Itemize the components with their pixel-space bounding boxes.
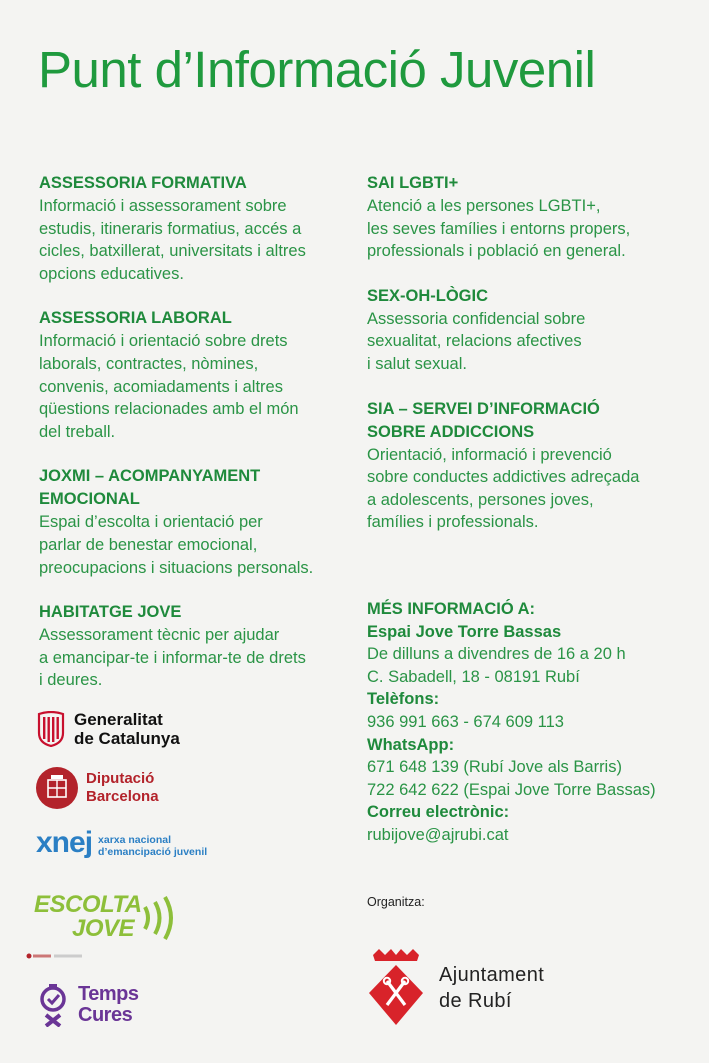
section-body: Orientació, informació i prevenció sobre conductes addictives adreçada a adolescents, persones joves, famílies i professionals. [367, 445, 640, 532]
escolta-jove-logo [34, 893, 142, 941]
xnej-mark: xnej [36, 826, 93, 859]
section-body: Assessoria confidencial sobre sexualitat, relacions afectives i salut sexual. [367, 309, 586, 373]
email-label: Correu electrònic: [367, 803, 510, 822]
temps-line-2: Cures [78, 1004, 133, 1026]
section-sex-oh-logic [367, 285, 697, 376]
ajuntament-line-1: Ajuntament [439, 964, 545, 986]
email-address: rubijove@ajrubi.cat [367, 825, 509, 844]
temps-line-1: Temps [78, 983, 139, 1005]
generalitat-logo [36, 710, 180, 748]
escolta-line-1: ESCOLTA [34, 891, 142, 918]
generalitat-emblem-icon [36, 711, 66, 747]
section-body: Informació i assessorament sobre estudis, itineraris formatius, accés a cicles, batxillerat, universitats i altres opcions educatives. [39, 197, 306, 283]
section-assessoria-laboral [39, 307, 369, 443]
temps-cures-logo [36, 983, 138, 1027]
section-body: Espai d’escolta i orientació per parlar de benestar emocional, preocupacions i situacions personals. [39, 513, 314, 577]
section-assessoria-formativa [39, 172, 369, 285]
section-heading: SEX-OH-LÒGIC [367, 286, 489, 305]
diputacio-logo [36, 767, 159, 809]
right-column [367, 172, 697, 556]
section-heading: SIA – SERVEI D’INFORMACIÓ SOBRE ADDICCIONS [367, 399, 600, 441]
section-body: Informació i orientació sobre drets laborals, contractes, nòmines, convenis, acomiadaments i altres qüestions relacionades amb el món del treball. [39, 332, 299, 441]
diputacio-line-1: Diputació [86, 770, 155, 787]
ajuntament-rubi-logo [365, 947, 544, 1029]
venue-name: Espai Jove Torre Bassas [367, 622, 562, 641]
whatsapp-label: WhatsApp: [367, 735, 455, 754]
ajuntament-line-2: de Rubí [439, 990, 512, 1012]
small-sponsor-logo-icon [26, 953, 86, 959]
diputacio-emblem-icon [36, 767, 78, 809]
generalitat-line-2: de Catalunya [74, 729, 180, 748]
section-heading: SAI LGBTI+ [367, 174, 459, 192]
section-habitatge-jove [39, 601, 369, 692]
section-sia [367, 398, 697, 534]
phone-numbers: 936 991 663 - 674 609 113 [367, 712, 564, 731]
xnej-logo [36, 826, 207, 860]
escolta-line-2: JOVE [72, 915, 135, 942]
section-heading: ASSESSORIA LABORAL [39, 309, 232, 328]
contact-info [367, 598, 687, 847]
section-heading: JOXMI – ACOMPANYAMENT EMOCIONAL [39, 467, 261, 509]
whatsapp-number-2: 722 642 622 (Espai Jove Torre Bassas) [367, 780, 656, 799]
sound-waves-icon [137, 895, 199, 941]
whatsapp-number-1: 671 648 139 (Rubí Jove als Barris) [367, 758, 622, 777]
section-body: Assessorament tècnic per ajudar a emancipar-te i informar-te de drets i deures. [39, 626, 306, 690]
diputacio-line-2: Barcelona [86, 788, 159, 805]
section-heading: HABITATGE JOVE [39, 603, 182, 622]
xnej-line-2: d’emancipació juvenil [98, 846, 208, 858]
generalitat-line-1: Generalitat [74, 710, 163, 729]
section-joxmi [39, 465, 369, 579]
page-title: Punt d’Informació Juvenil [38, 41, 596, 98]
xnej-line-1: xarxa nacional [98, 834, 171, 846]
section-sai-lgbti [367, 172, 697, 263]
stopwatch-icon [36, 983, 74, 1027]
address: C. Sabadell, 18 - 08191 Rubí [367, 667, 580, 686]
info-heading: MÉS INFORMACIÓ A: [367, 600, 536, 618]
opening-hours: De dilluns a divendres de 16 a 20 h [367, 645, 626, 664]
section-heading: ASSESSORIA FORMATIVA [39, 174, 247, 192]
section-body: Atenció a les persones LGBTI+, les seves famílies i entorns propers, professionals i població en general. [367, 197, 631, 261]
rubi-coat-of-arms-icon [365, 947, 427, 1029]
organizer-label: Organitza: [367, 895, 425, 909]
left-column [39, 172, 369, 714]
phones-label: Telèfons: [367, 690, 440, 709]
